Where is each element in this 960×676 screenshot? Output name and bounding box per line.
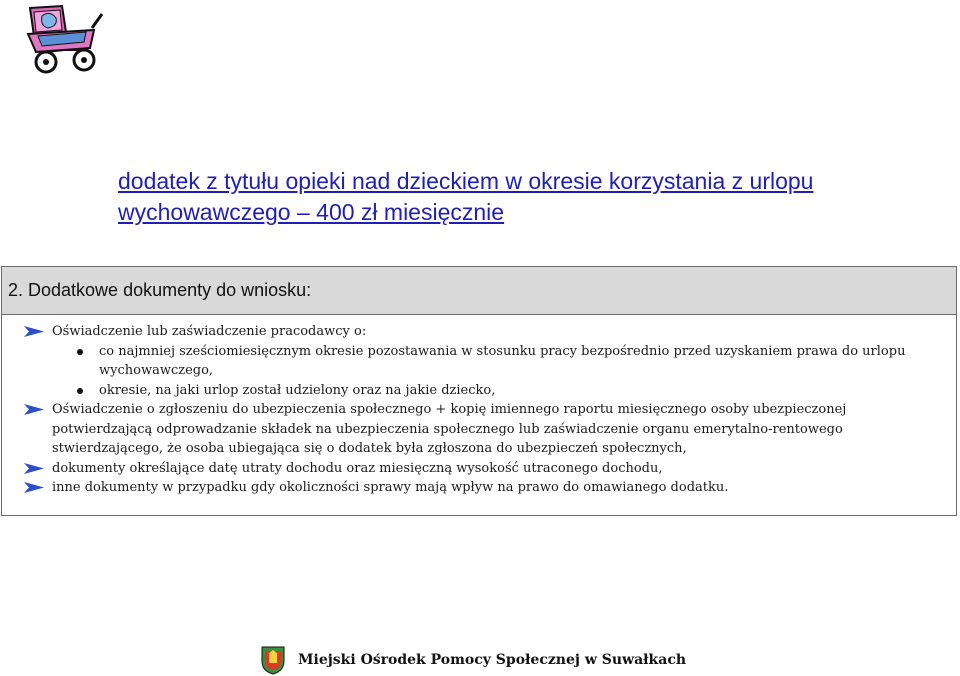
arrow-bullet-icon	[24, 463, 44, 474]
list-item-text: inne dokumenty w przypadku gdy okoliczności sprawy mają wpływ na prawo do omawianego dodatku.	[52, 480, 729, 495]
list-item-text: co najmniej sześciomiesięcznym okresie pozostawania w stosunku pracy bezpośrednio przed uzyskaniem prawa do urlopu wychowawczego,	[99, 343, 906, 378]
documents-list	[2, 322, 950, 498]
documents-box	[1, 266, 957, 516]
sub-list-item	[2, 381, 950, 401]
arrow-bullet-icon	[24, 482, 44, 493]
stroller-logo-icon	[14, 2, 104, 74]
bullet-icon	[77, 349, 83, 355]
coat-of-arms-icon	[260, 645, 286, 675]
bullet-icon	[77, 388, 83, 394]
sub-list-item	[2, 342, 950, 381]
title-line-2: wychowawczego – 400 zł miesięcznie	[118, 199, 505, 225]
list-item	[2, 400, 950, 459]
list-item	[2, 478, 950, 498]
arrow-bullet-icon	[24, 326, 44, 337]
list-item-text: Oświadczenie lub zaświadczenie pracodawcy o:	[52, 324, 367, 339]
arrow-bullet-icon	[24, 404, 44, 415]
list-item	[2, 322, 950, 342]
title-line-1: dodatek z tytułu opieki nad dzieckiem w okresie korzystania z urlopu	[118, 168, 814, 194]
footer-text: Miejski Ośrodek Pomocy Społecznej w Suwałkach	[298, 652, 687, 668]
section-header: 2. Dodatkowe dokumenty do wniosku:	[2, 267, 956, 315]
list-item-text: dokumenty określające datę utraty dochodu oraz miesięczną wysokość utraconego dochodu,	[52, 460, 663, 476]
footer	[260, 645, 686, 675]
page-title	[118, 166, 958, 228]
list-item	[2, 459, 950, 479]
list-item-text: okresie, na jaki urlop został udzielony oraz na jakie dziecko,	[99, 382, 496, 398]
list-item-text: Oświadczenie o zgłoszeniu do ubezpieczenia społecznego + kopię imiennego raportu miesięcznego osoby ubezpieczonej potwierdzającą odprowadzanie składek na ubezpieczenia społecznego lub zaświadczenie organu emerytalno-rentowego stwierdzającego, że osoba ubiegająca się o dodatek była zgłoszona do ubezpieczeń społecznych,	[52, 402, 847, 456]
